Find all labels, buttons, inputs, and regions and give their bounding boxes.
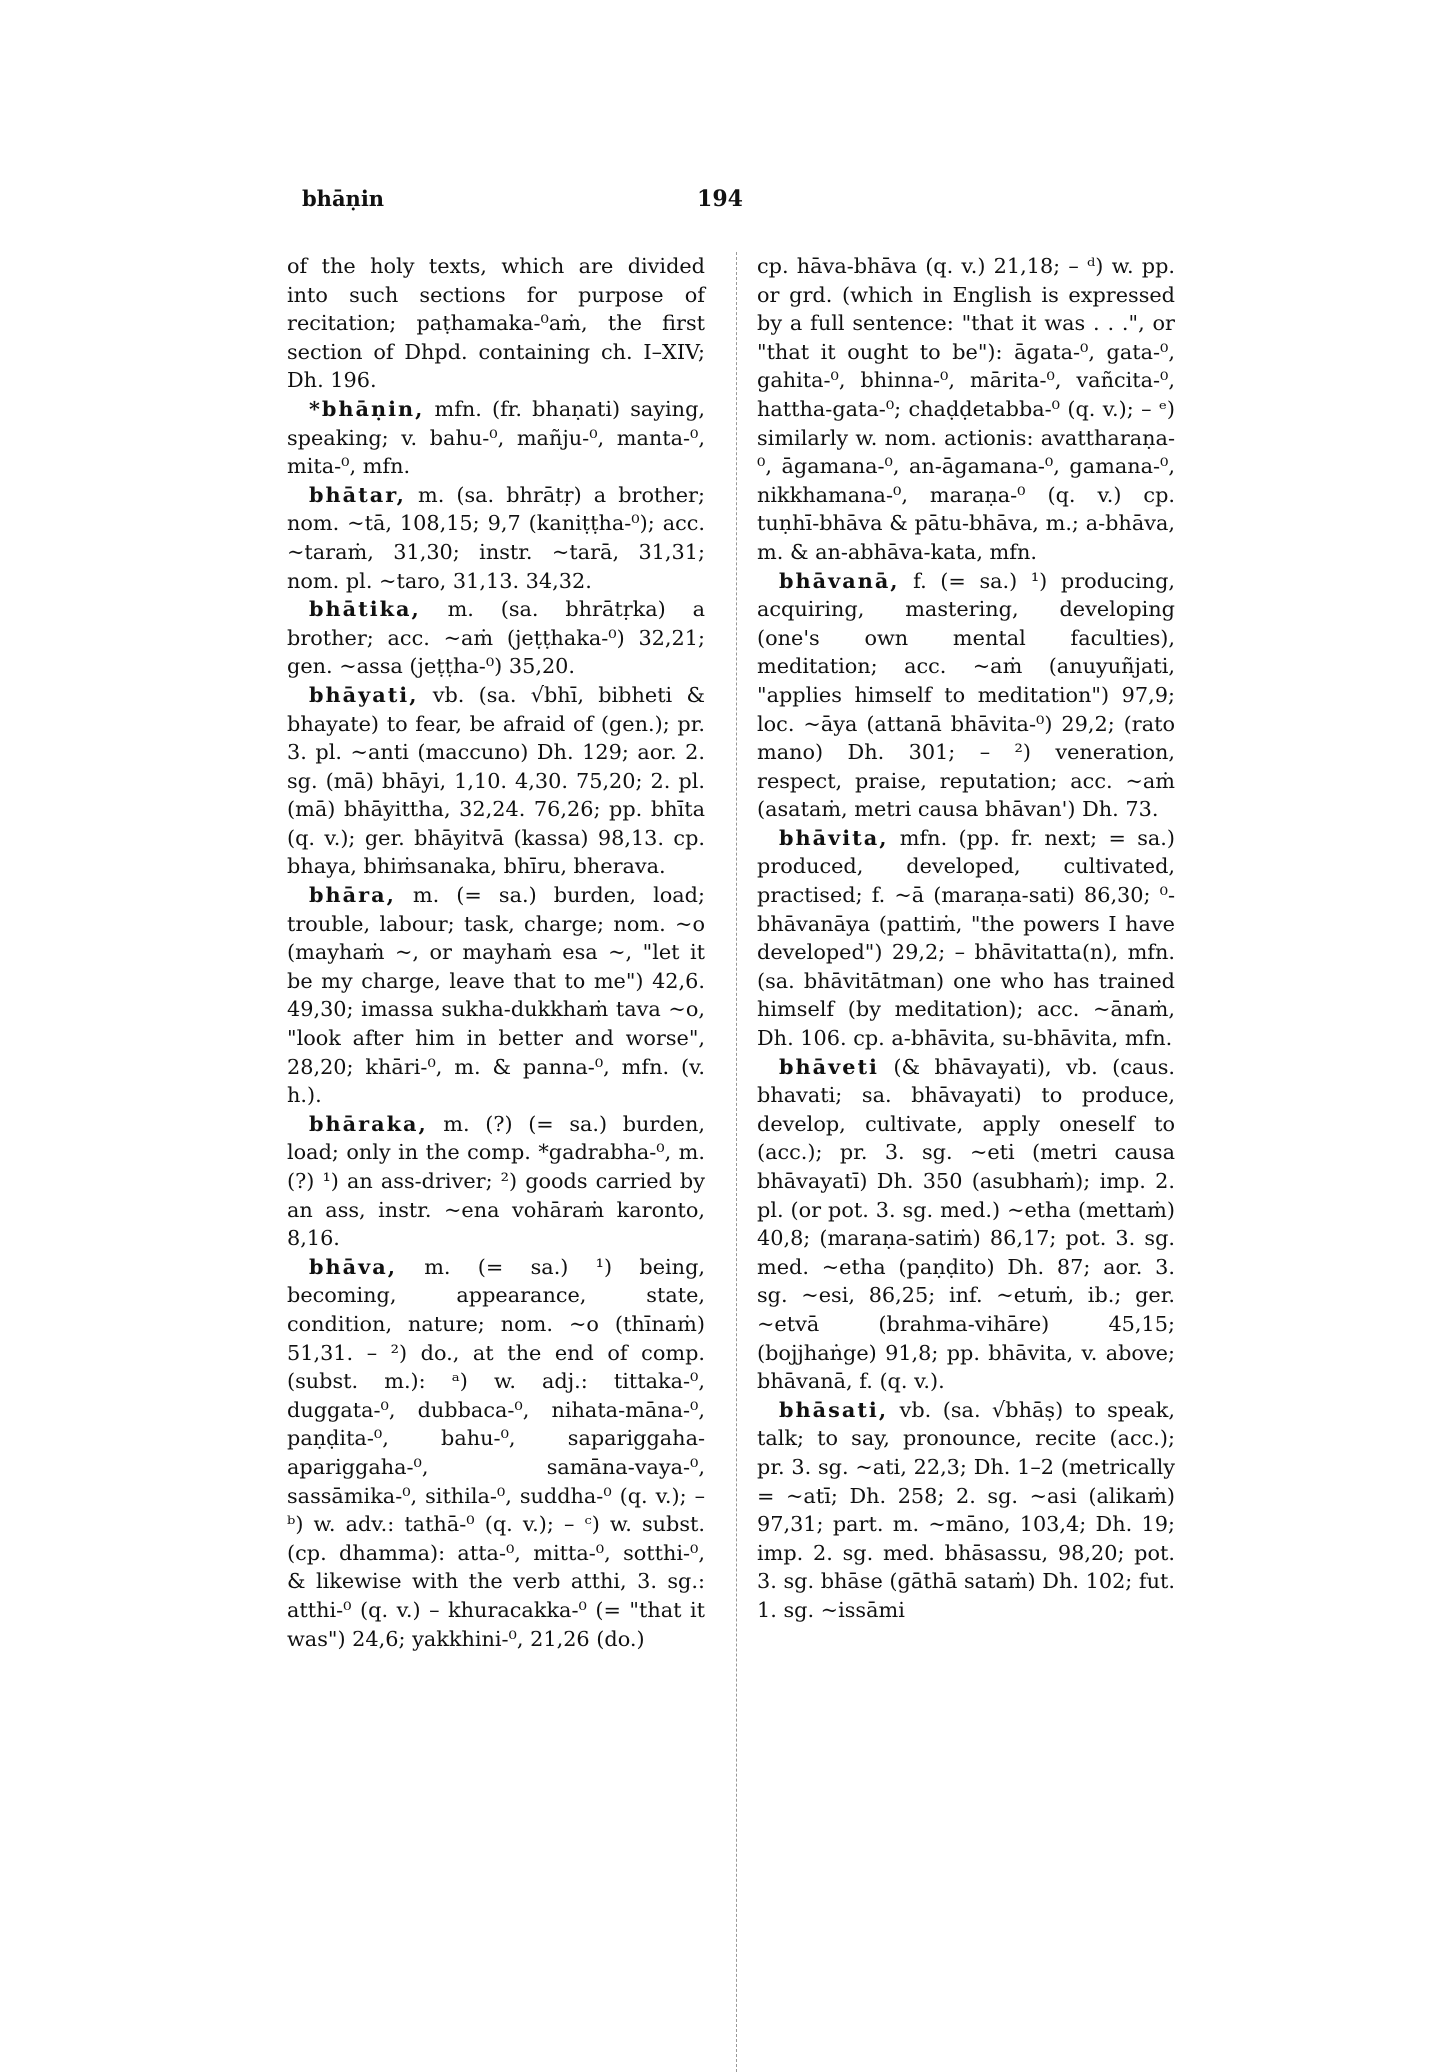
entry-text: m. (= sa.) ¹) being, becoming, appearance, state, condition, nature; nom. ~o (thīnaṁ) 51,31. – ²) do., at the end of comp. (subst. m.): ᵃ) w. adj.: tittaka-⁰, duggata-⁰, dubbaca-⁰, nihata-māna-⁰, paṇḍita-⁰, bahu-⁰, sapariggaha-apariggaha-⁰, samāna-vaya-⁰, sassāmika-⁰, sithila-⁰, suddha-⁰ (q. v.); – ᵇ) w. adv.: tathā-⁰ (q. v.); – ᶜ) w. subst. (cp. dhamma): atta-⁰, mitta-⁰, sotthi-⁰, & likewise with the verb atthi, 3. sg.: atthi-⁰ (q. v.) – khuracakka-⁰ (= "that it was") 24,6; yakkhini-⁰, 21,26 (do.) [287,1254,705,1651]
entry-text: m. (?) (= sa.) burden, load; only in the comp. *gadrabha-⁰, m. (?) ¹) an ass-driver; ²) goods carried by an ass, instr. ~ena vohāraṁ karonto, 8,16. [287,1111,705,1251]
entry-text: m. (sa. bhrātṛka) a brother; acc. ~aṁ (jeṭṭhaka-⁰) 32,21; gen. ~assa (jeṭṭha-⁰) 35,20. [287,597,705,679]
dictionary-entry [757,567,1175,824]
headword: bhāyati, [309,681,419,707]
entry-text: vb. (sa. √bhāṣ) to speak, talk; to say, pronounce, recite (acc.); pr. 3. sg. ~ati, 22,3; Dh. 1–2 (metrically = ~atī; Dh. 258; 2. sg. ~asi (alikaṁ) 97,31; part. m. ~māno, 103,4; Dh. 19; imp. 2. sg. med. bhāsassu, 98,20; pot. 3. sg. bhāse (gāthā sataṁ) Dh. 102; fut. 1. sg. ~issāmi [757,1397,1175,1622]
dictionary-entry [757,1396,1175,1625]
entry-text: of the holy texts, which are divided into such sections for purpose of recitation; paṭhamaka-⁰aṁ, the first section of Dhpd. containing ch. I–XIV; Dh. 196. [287,254,705,393]
headword: bhātar, [309,481,406,507]
page-header [0,186,1440,226]
headword: bhāvita, [779,824,889,850]
dictionary-entry [757,1053,1175,1396]
headword: bhāvanā, [779,567,900,593]
right-column [757,252,1175,1625]
page-number: 194 [697,186,743,212]
entry-text: m. (= sa.) burden, load; trouble, labour; task, charge; nom. ~o (mayhaṁ ~, or mayhaṁ esa ~, "let it be my charge, leave that to me") 42,6. 49,30; imassa sukha-dukkhaṁ tava ~o, "look after him in better and worse", 28,20; khāri-⁰, m. & panna-⁰, mfn. (v. h.). [287,883,705,1108]
headword: bhātika, [309,596,421,622]
headword: bhāra, [309,882,396,908]
headword: bhāraka, [309,1110,428,1136]
headword: bhāva, [309,1253,397,1279]
dictionary-entry [287,681,705,881]
entry-text: f. (= sa.) ¹) producing, acquiring, mastering, developing (one's own mental faculties), meditation; acc. ~aṁ (anuyuñjati, "applies himself to meditation") 97,9; loc. ~āya (attanā bhāvita-⁰) 29,2; (rato mano) Dh. 301; – ²) veneration, respect, praise, reputation; acc. ~aṁ (asataṁ, metri causa bhāvan') Dh. 73. [757,568,1175,822]
dictionary-entry [287,395,705,481]
entry-text: (& bhāvayati), vb. (caus. bhavati; sa. bhāvayati) to produce, develop, cultivate, apply oneself to (acc.); pr. 3. sg. ~eti (metri causa bhāvayatī) Dh. 350 (asubhaṁ); imp. 2. pl. (or pot. 3. sg. med.) ~etha (mettaṁ) 40,8; (maraṇa-satiṁ) 86,17; pot. 3. sg. med. ~etha (paṇḍito) Dh. 87; aor. 3. sg. ~esi, 86,25; inf. ~etuṁ, ib.; ger. ~etvā (brahma-vihāre) 45,15; (bojjhaṅge) 91,8; pp. bhāvita, v. above; bhāvanā, f. (q. v.). [757,1054,1175,1394]
column-divider [736,252,737,2072]
entry-text: mfn. (pp. fr. next; = sa.) produced, developed, cultivated, practised; f. ~ā (maraṇa-sati) 86,30; ⁰-bhāvanāya (pattiṁ, "the powers I have developed") 29,2; – bhāvitatta(n), mfn. (sa. bhāvitātman) one who has trained himself (by meditation); acc. ~ānaṁ, Dh. 106. cp. a-bhāvita, su-bhāvita, mfn. [757,825,1175,1051]
entry-text: vb. (sa. √bhī, bibheti & bhayate) to fear, be afraid of (gen.); pr. 3. pl. ~anti (maccuno) Dh. 129; aor. 2. sg. (mā) bhāyi, 1,10. 4,30. 75,20; 2. pl. (mā) bhāyittha, 32,24. 76,26; pp. bhīta (q. v.); ger. bhāyitvā (kassa) 98,13. cp. bhaya, bhiṁsanaka, bhīru, bherava. [287,682,705,879]
headword: *bhāṇin, [309,395,425,421]
dictionary-entry [757,824,1175,1053]
left-column [287,252,705,1653]
dictionary-entry [287,1110,705,1253]
entry-text: cp. hāva-bhāva (q. v.) 21,18; – ᵈ) w. pp. or grd. (which in English is expressed by a full sentence: "that it was . . .", or "that it ought to be"): āgata-⁰, gata-⁰, gahita-⁰, bhinna-⁰, mārita-⁰, vañcita-⁰, hattha-gata-⁰; chaḍḍetabba-⁰ (q. v.); – ᵉ) similarly w. nom. actionis: avattharaṇa-⁰, āgamana-⁰, an-āgamana-⁰, gamana-⁰, nikkhamana-⁰, maraṇa-⁰ (q. v.) cp. tuṇhī-bhāva & pātu-bhāva, m.; a-bhāva, m. & an-abhāva-kata, mfn. [757,254,1175,564]
dictionary-entry [287,252,705,395]
running-head: bhāṇin [302,186,385,211]
dictionary-entry [757,252,1175,567]
dictionary-entry [287,481,705,595]
headword: bhāsati, [779,1396,889,1422]
dictionary-entry [287,1253,705,1653]
entry-text: mfn. (fr. bhaṇati) saying, speaking; v. bahu-⁰, mañju-⁰, manta-⁰, mita-⁰, mfn. [287,396,705,479]
dictionary-entry [287,595,705,681]
headword: bhāveti [779,1053,879,1079]
entry-text: m. (sa. bhrātṛ) a brother; nom. ~tā, 108,15; 9,7 (kaniṭṭha-⁰); acc. ~taraṁ, 31,30; instr. ~tarā, 31,31; nom. pl. ~taro, 31,13. 34,32. [287,482,705,593]
dictionary-entry [287,881,705,1110]
